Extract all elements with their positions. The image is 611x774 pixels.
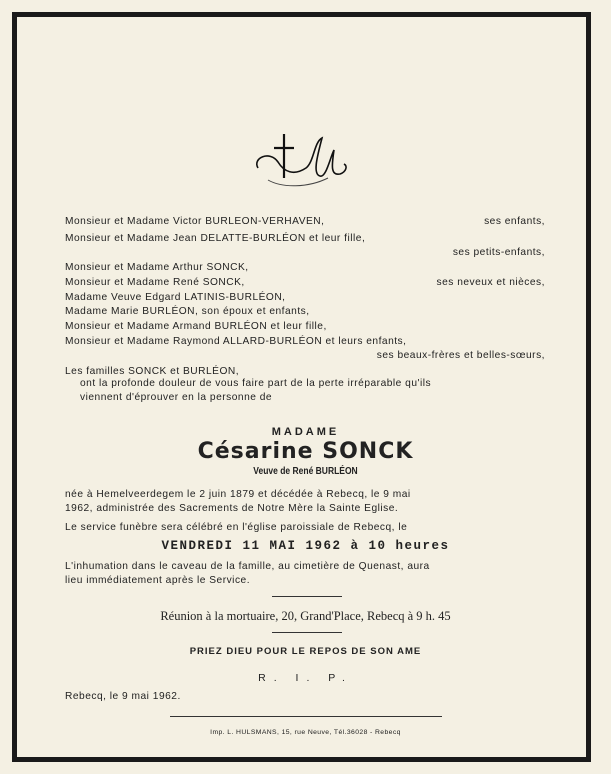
family-role: ses petits-enfants, — [452, 247, 545, 258]
burial-line-2: lieu immédiatement après le Service. — [65, 575, 251, 586]
family-role: ses enfants, — [484, 216, 545, 227]
deceased-title: MADAME — [271, 426, 340, 438]
printer-line: Imp. L. HULSMANS, 15, rue Neuve, Tél.36028 - Rebecq — [210, 729, 401, 736]
family-line: Monsieur et Madame René SONCK, — [65, 277, 245, 288]
service-line: Le service funèbre sera célébré en l'église paroissiale de Rebecq, le — [65, 522, 408, 533]
deceased-widow: Veuve de René BURLÉON — [253, 466, 358, 477]
family-line: Les familles SONCK et BURLÉON, — [65, 366, 240, 377]
birth-line-2: 1962, administrée des Sacrements de Notre Mère la Sainte Eglise. — [65, 503, 399, 514]
family-line: Monsieur et Madame Arthur SONCK, — [65, 262, 249, 273]
divider — [272, 596, 342, 597]
service-date: VENDREDI 11 MAI 1962 à 10 heures — [161, 539, 450, 553]
family-line: Madame Veuve Edgard LATINIS-BURLÉON, — [65, 292, 286, 303]
family-role: ses beaux-frères et belles-sœurs, — [376, 350, 545, 361]
divider — [272, 632, 342, 633]
prayer-request: PRIEZ DIEU POUR LE REPOS DE SON AME — [189, 646, 422, 657]
place-date: Rebecq, le 9 mai 1962. — [65, 691, 181, 702]
deceased-name: Césarine SONCK — [197, 439, 414, 464]
family-role: ses neveux et nièces, — [436, 277, 545, 288]
family-line: Monsieur et Madame Victor BURLEON-VERHAVEN, — [65, 216, 325, 227]
reunion-line: Réunion à la mortuaire, 20, Grand'Place, Rebecq à 9 h. 45 — [160, 609, 451, 623]
family-line: Madame Marie BURLÉON, son époux et enfants, — [65, 306, 310, 317]
family-line: Monsieur et Madame Jean DELATTE-BURLÉON et leur fille, — [65, 233, 366, 244]
cross-monogram-emblem — [248, 128, 358, 194]
rip: R. I. P. — [258, 672, 353, 684]
burial-line-1: L'inhumation dans le caveau de la famille, au cimetière de Quenast, aura — [65, 561, 430, 572]
family-line: Monsieur et Madame Raymond ALLARD-BURLÉON et leurs enfants, — [65, 336, 407, 347]
printer-rule — [170, 716, 442, 717]
announce-line-2: viennent d'éprouver en la personne de — [80, 392, 273, 403]
announce-line-1: ont la profonde douleur de vous faire part de la perte irréparable qu'ils — [80, 378, 432, 389]
family-line: Monsieur et Madame Armand BURLÉON et leur fille, — [65, 321, 327, 332]
birth-line-1: née à Hemelveerdegem le 2 juin 1879 et décédée à Rebecq, le 9 mai — [65, 489, 411, 500]
